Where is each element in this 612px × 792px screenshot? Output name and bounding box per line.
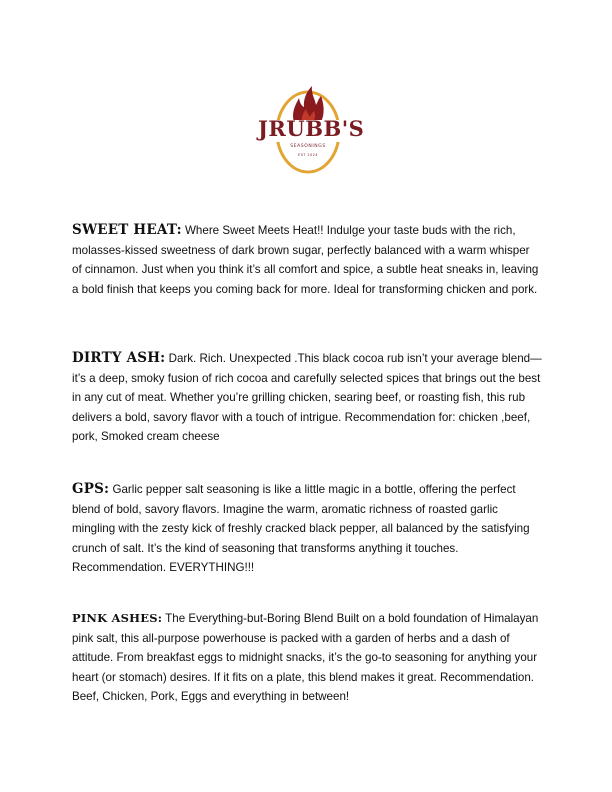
- seasoning-name: SWEET HEAT:: [72, 222, 182, 238]
- seasoning-description: Where Sweet Meets Heat!! Indulge your taste buds with the rich, molasses-kissed sweetness of dark brown sugar, perfectly balanced with a warm whisper of cinnamon. Just when you think it’s all comfort and spice, a subtle heat sneaks in, leaving a bold finish that keeps you coming back for more. Ideal for transforming chicken and pork.: [72, 224, 539, 296]
- seasoning-description: The Everything-but-Boring Blend Built on a bold foundation of Himalayan pink salt, this all-purpose powerhouse is packed with a garden of herbs and a dash of attitude. From breakfast eggs to midnight snacks, it’s the go-to seasoning for anything your heart (or stomach) desires. If it fits on a plate, this blend makes it great. Recommendation. Beef, Chicken, Pork, Eggs and everything in between!: [72, 612, 539, 703]
- logo-established: EST 2024: [298, 153, 318, 157]
- seasoning-description: Dark. Rich. Unexpected .This black cocoa rub isn’t your average blend—it’s a deep, smoky fusion of rich cocoa and carefully selected spices that brings out the best in any cut of meat. Whether you’re grilling chicken, searing beef, or roasting fish, this rub delivers a bold, savory flavor with a touch of intrigue. Recommendation for: chicken ,beef, pork, Smoked cream cheese: [72, 352, 542, 443]
- logo-brand-name: JRUBB'S: [258, 116, 365, 141]
- seasoning-name: PINK ASHES:: [72, 611, 163, 625]
- seasoning-entry-dirty-ash: [72, 349, 542, 447]
- seasoning-name: DIRTY ASH:: [72, 350, 166, 366]
- seasoning-name: GPS:: [72, 481, 110, 497]
- seasoning-entry-sweet-heat: [72, 221, 542, 299]
- seasoning-entry-gps: [72, 480, 542, 578]
- brand-logo: [258, 82, 365, 174]
- seasoning-entry-pink-ashes: [72, 609, 542, 707]
- seasoning-description: Garlic pepper salt seasoning is like a little magic in a bottle, offering the perfect blend of bold, savory flavors. Imagine the warm, aromatic richness of roasted garlic mingling with the zesty kick of freshly cracked black pepper, all balanced by the satisfying crunch of salt. It’s the kind of seasoning that transforms anything it touches. Recommendation. EVERYTHING!!!: [72, 483, 530, 574]
- logo-tagline: SEASONINGS: [290, 144, 326, 149]
